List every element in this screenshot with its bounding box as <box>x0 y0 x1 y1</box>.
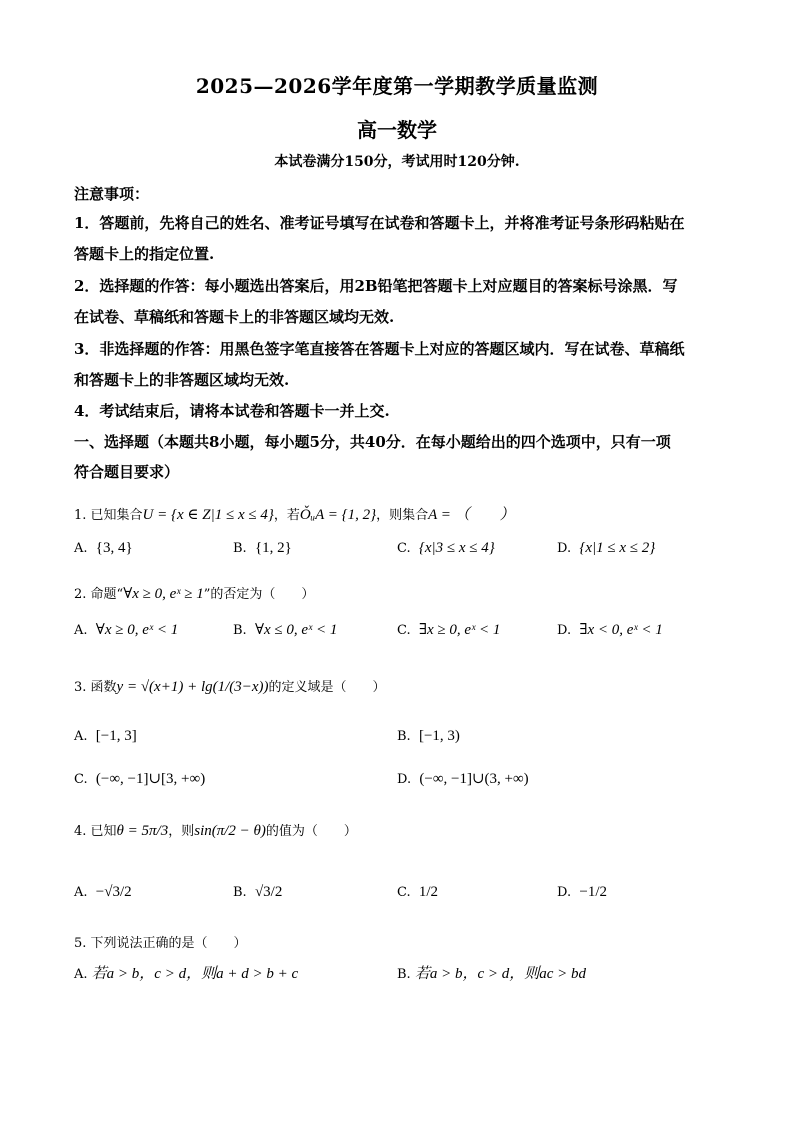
question-5: 5. 下列说法正确的是（ ） <box>74 936 247 951</box>
q2-statement: ∀x ≥ 0, eˣ ≥ 1 <box>123 586 204 602</box>
q1-option-b: B. {1, 2} <box>233 540 292 556</box>
q1-ask: A = （ ） <box>428 507 515 523</box>
q3-option-c: C. (−∞, −1]∪[3, +∞) <box>74 771 206 787</box>
q2-prefix: 2. 命题“ <box>74 587 124 602</box>
q4-option-d: D. −1/2 <box>557 884 607 900</box>
q4-given: θ = 5π/3 <box>116 823 169 839</box>
q4-mid: ，则 <box>168 824 195 839</box>
q5-option-b: B. 若a > b，c > d，则ac > bd <box>397 966 587 982</box>
exam-subject: 高一数学 <box>357 118 437 142</box>
q4-expression: sin(π/2 − θ) <box>194 823 266 839</box>
q4-suffix: 的值为（ ） <box>265 824 357 839</box>
q3-option-d: D. (−∞, −1]∪(3, +∞) <box>397 771 529 787</box>
question-3 <box>74 676 386 696</box>
q2-option-c: C. ∃x ≥ 0, eˣ < 1 <box>397 622 501 638</box>
q1-option-d: D. {x|1 ≤ x ≤ 2} <box>557 540 656 556</box>
q5-option-a: A. 若a > b，c > d，则a + d > b + c <box>74 966 299 982</box>
section1-heading-line1: 一、选择题（本题共8小题，每小题5分，共40分．在每小题给出的四个选项中，只有一项 <box>74 433 671 451</box>
q2-suffix: ”的否定为（ ） <box>203 587 315 602</box>
q1-mid: ，若 <box>273 508 300 523</box>
note-4-line1: 4．考试结束后，请将本试卷和答题卡一并上交. <box>74 402 390 420</box>
q2-option-b: B. ∀x ≤ 0, eˣ < 1 <box>233 622 338 638</box>
exam-info: 本试卷满分150分，考试用时120分钟. <box>274 154 520 170</box>
q4-prefix: 4. 已知 <box>74 824 117 839</box>
exam-title: 2025—2026学年度第一学期教学质量监测 <box>195 74 599 98</box>
note-3-line2: 和答题卡上的非答题区域均无效. <box>74 371 290 389</box>
q1-set-u: U = {x ∈ Z|1 ≤ x ≤ 4} <box>142 507 274 523</box>
note-3-line1: 3．非选择题的作答：用黑色签字笔直接答在答题卡上对应的答题区域内．写在试卷、草稿纸 <box>74 340 685 358</box>
q3-option-a: A. [−1, 3] <box>74 728 137 744</box>
section1-heading-line2: 符合题目要求） <box>74 463 180 481</box>
question-4 <box>74 820 357 840</box>
question-2 <box>74 583 314 603</box>
question-1 <box>74 503 515 524</box>
q1-complement: ǑᵤA = {1, 2} <box>299 507 377 523</box>
q4-option-b: B. √3/2 <box>233 884 283 900</box>
note-1-line2: 答题卡上的指定位置. <box>74 245 215 263</box>
note-2-line1: 2．选择题的作答：每小题选出答案后，用2B铅笔把答题卡上对应题目的答案标号涂黑．写 <box>74 277 678 295</box>
note-1-line1: 1．答题前，先将自己的姓名、准考证号填写在试卷和答题卡上，并将准考证号条形码粘贴在 <box>74 214 685 232</box>
notes-heading: 注意事项： <box>74 185 150 203</box>
q2-option-d: D. ∃x < 0, eˣ < 1 <box>557 622 663 638</box>
note-2-line2: 在试卷、草稿纸和答题卡上的非答题区域均无效. <box>74 308 395 326</box>
q3-function: y = √(x+1) + lg(1/(3−x)) <box>116 679 269 695</box>
q4-option-c: C. 1/2 <box>397 884 439 900</box>
q1-option-a: A. {3, 4} <box>74 540 133 556</box>
q1-prefix: 1. 已知集合 <box>74 508 143 523</box>
q2-option-a: A. ∀x ≥ 0, eˣ < 1 <box>74 622 179 638</box>
q1-suffix: ，则集合 <box>376 508 429 523</box>
q3-suffix: 的定义域是（ ） <box>268 680 386 695</box>
q3-option-b: B. [−1, 3) <box>397 728 460 744</box>
q3-prefix: 3. 函数 <box>74 680 117 695</box>
q1-option-c: C. {x|3 ≤ x ≤ 4} <box>397 540 495 556</box>
q4-option-a: A. −√3/2 <box>74 884 132 900</box>
